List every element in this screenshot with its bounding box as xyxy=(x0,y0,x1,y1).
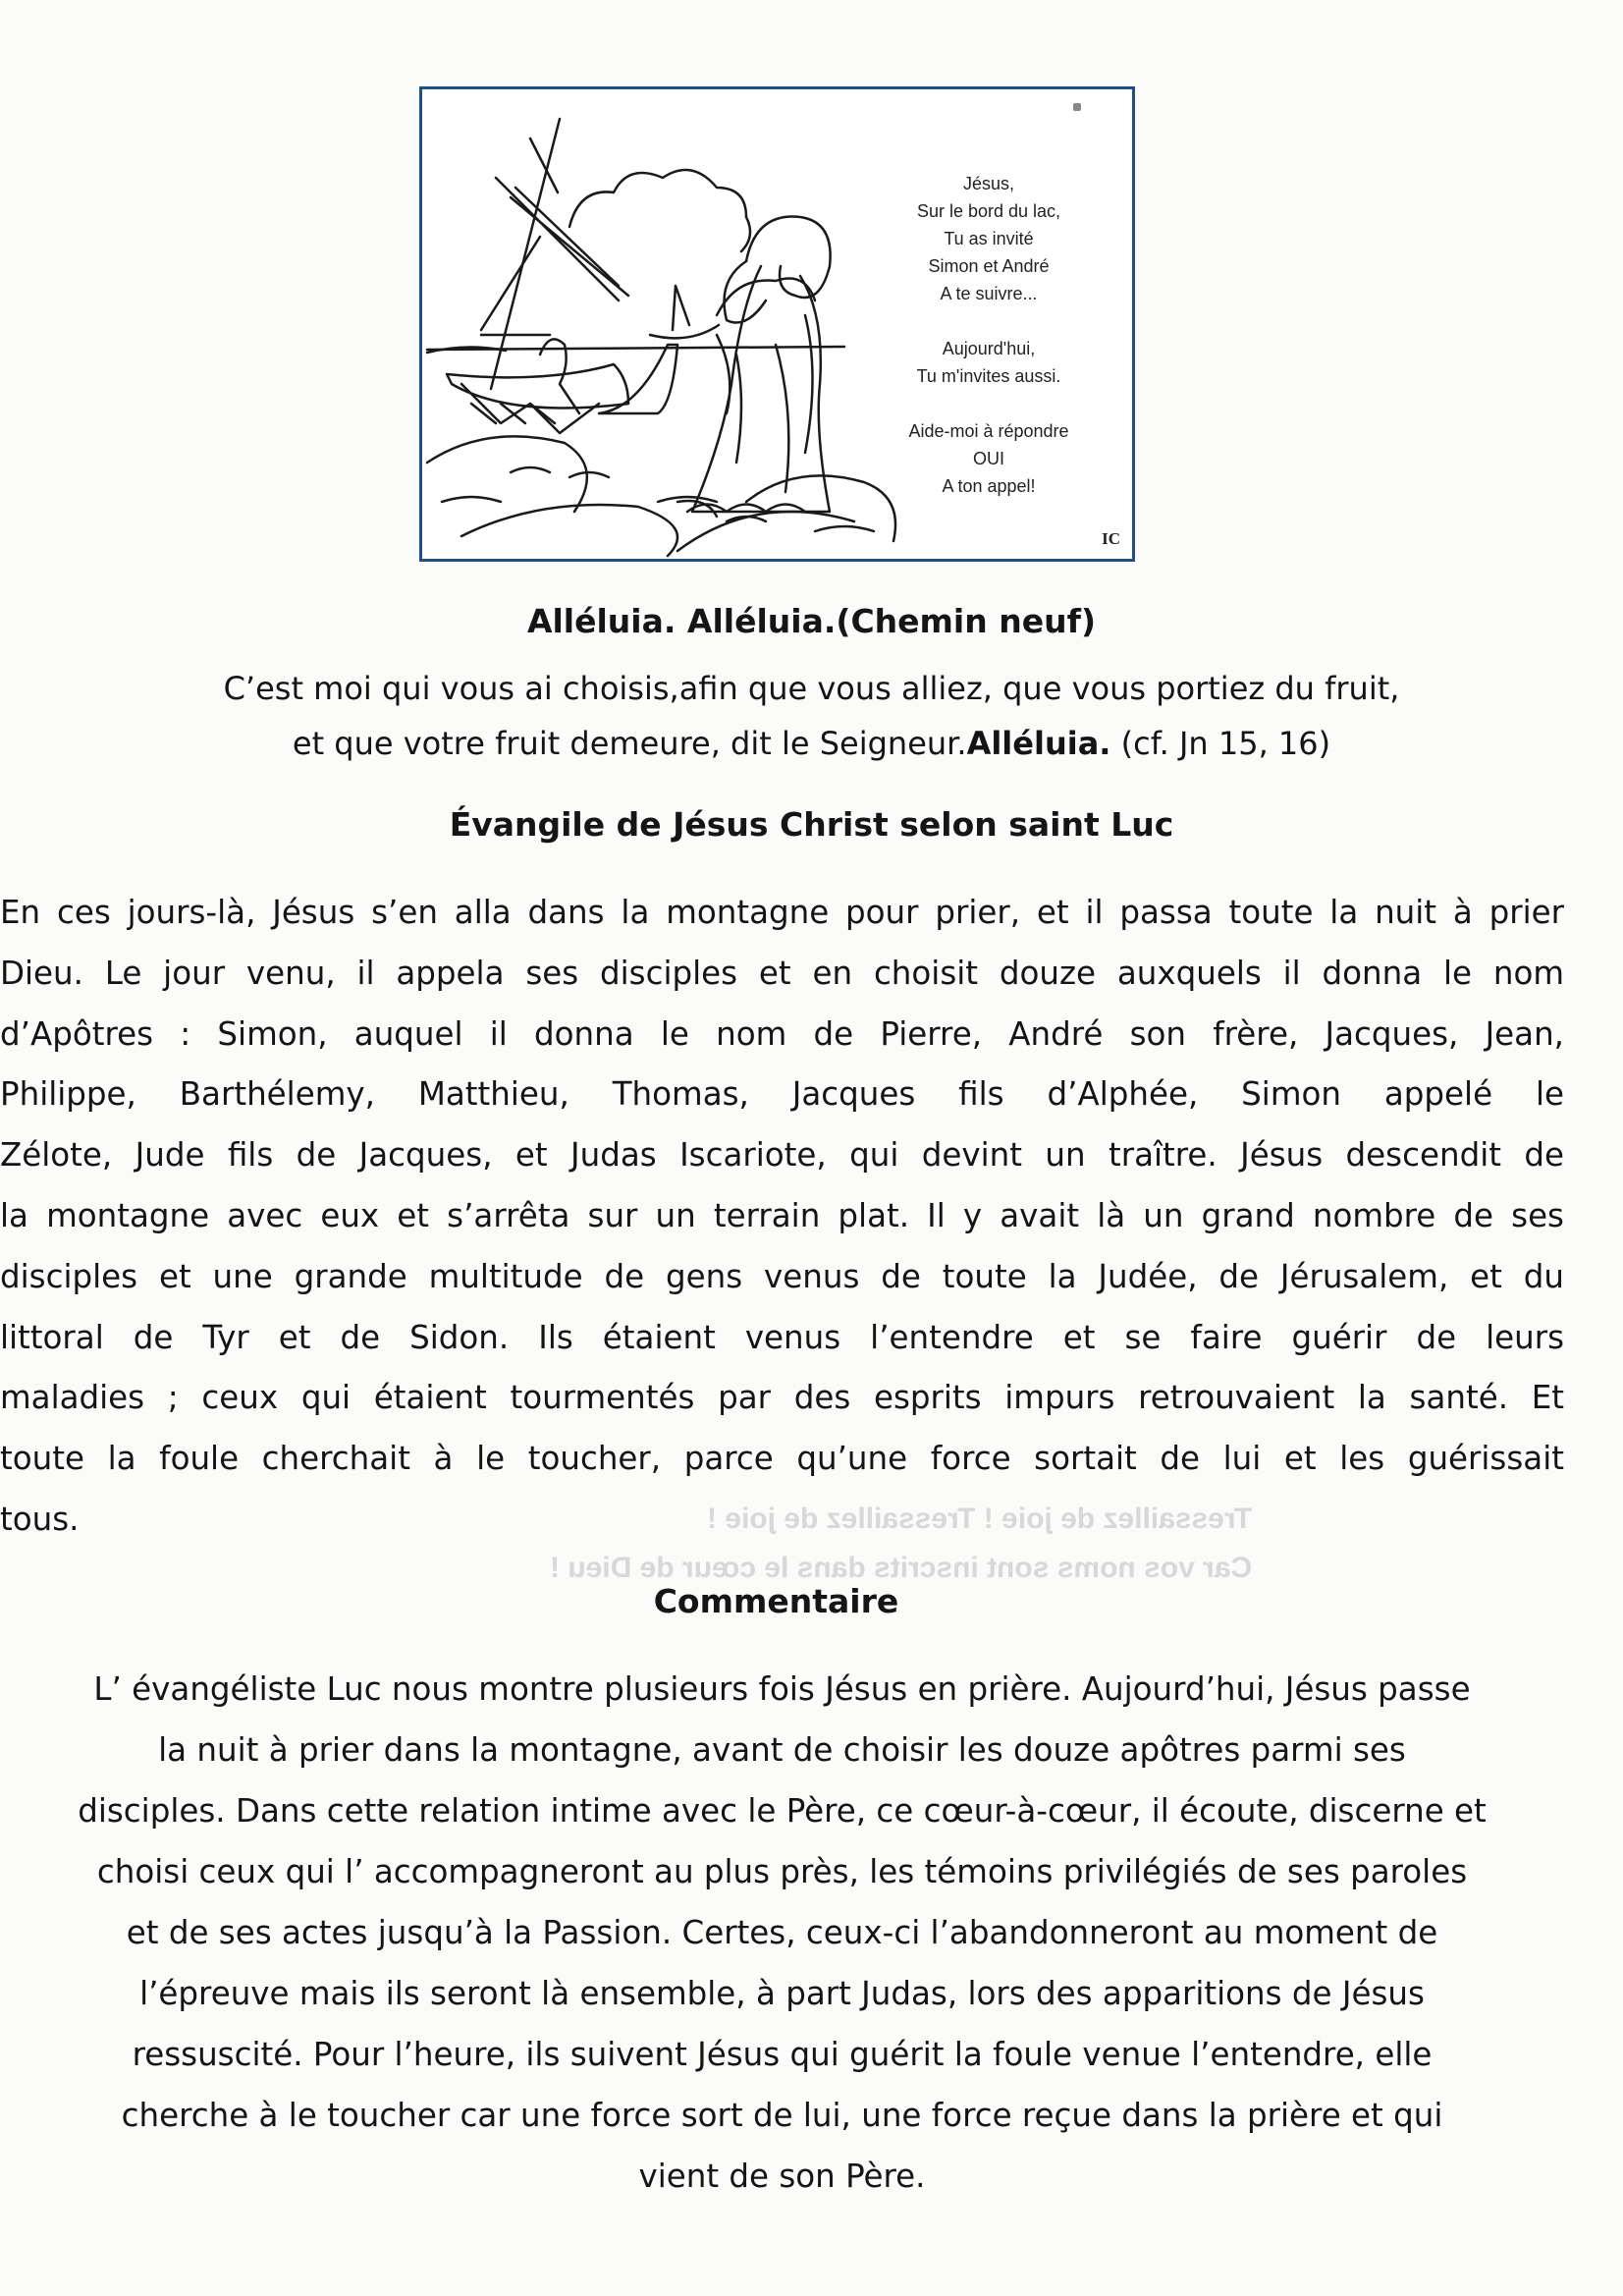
commentaire-line: L’ évangéliste Luc nous montre plusieurs fois Jésus en prière. Aujourd’hui, Jésus passe xyxy=(93,1670,1471,1708)
gospel-line: toute la foule cherchait à le toucher, parce qu’une force sortait de lui et les guérissait xyxy=(0,1440,1564,1478)
gospel-line: d’Apôtres : Simon, auquel il donna le nom de Pierre, André son frère, Jacques, Jean, xyxy=(0,1014,1564,1053)
show-through-text: Car vos noms sont inscrits dans le cœur de Dieu ! xyxy=(550,1552,1253,1584)
commentaire-line: et de ses actes jusqu’à la Passion. Certes, ceux-ci l’abandonneront au moment de xyxy=(126,1914,1438,1951)
commentaire-line: disciples. Dans cette relation intime avec le Père, ce cœur-à-cœur, il écoute, discerne et xyxy=(78,1792,1487,1830)
commentaire-title: Commentaire xyxy=(653,1582,899,1620)
commentaire-line: choisi ceux qui l’ accompagneront au plus près, les témoins privilégiés de ses paroles xyxy=(96,1853,1468,1890)
commentaire-line: l’épreuve mais ils seront là ensemble, à part Judas, lors des apparitions de Jésus xyxy=(139,1975,1425,2012)
illustration-poem xyxy=(876,170,1102,500)
commentaire-line: cherche à le toucher car une force sort de lui, une force reçue dans la prière et qui xyxy=(121,2097,1443,2134)
alleluia-line-1: C’est moi qui vous ai choisis,afin que vous alliez, que vous portiez du fruit, xyxy=(223,670,1400,707)
gospel-line: disciples et une grande multitude de gens venus de toute la Judée, de Jérusalem, et du xyxy=(0,1257,1564,1295)
poem-line: Tu m'invites aussi. xyxy=(916,366,1061,386)
poem-line: Jésus, xyxy=(962,174,1015,193)
gospel-text xyxy=(0,883,1564,1551)
gospel-line: Philippe, Barthélemy, Matthieu, Thomas, Jacques fils d’Alphée, Simon appelé le xyxy=(0,1075,1564,1114)
poem-line: Aujourd'hui, xyxy=(942,339,1036,358)
gospel-line: littoral de Tyr et de Sidon. Ils étaient venus l’entendre et se faire guérir de leurs xyxy=(0,1318,1564,1356)
alleluia-verse xyxy=(0,661,1623,771)
commentaire-line: vient de son Père. xyxy=(638,2158,926,2195)
commentaire-line: ressuscité. Pour l’heure, ils suivent Jésus qui guérit la foule venue l’entendre, elle xyxy=(132,2036,1433,2073)
gospel-line: Dieu. Le jour venu, il appela ses disciples et en choisit douze auxquels il donna le nom xyxy=(0,954,1564,992)
poem-line: Simon et André xyxy=(928,256,1050,276)
poem-line: OUI xyxy=(972,449,1004,468)
gospel-line: tous. xyxy=(0,1500,80,1538)
commentaire-line: la nuit à prier dans la montagne, avant de choisir les douze apôtres parmi ses xyxy=(158,1731,1406,1769)
illustration-signature: IC xyxy=(1102,529,1120,548)
gospel-line: maladies ; ceux qui étaient tourmentés par des esprits impurs retrouvaient la santé. Et xyxy=(0,1379,1564,1417)
gospel-line: Zélote, Jude fils de Jacques, et Judas Iscariote, qui devint un traître. Jésus descendit de xyxy=(0,1136,1564,1175)
print-speck xyxy=(1073,103,1081,111)
alleluia-line-2: et que votre fruit demeure, dit le Seigneur.Alléluia. (cf. Jn 15, 16) xyxy=(292,725,1331,762)
gospel-line: En ces jours-là, Jésus s’en alla dans la montagne pour prier, et il passa toute la nuit à prier xyxy=(0,894,1564,931)
poem-line: Sur le bord du lac, xyxy=(916,201,1061,221)
show-through-text: Tressaillez de joie ! Tressaillez de joie ! xyxy=(707,1503,1253,1535)
illustration-frame xyxy=(419,86,1135,562)
poem-line: A ton appel! xyxy=(942,476,1036,496)
poem-line: Aide-moi à répondre xyxy=(908,421,1069,441)
gospel-line: la montagne avec eux et s’arrêta sur un terrain plat. Il y avait là un grand nombre de ses xyxy=(0,1196,1564,1234)
poem-line: A te suivre... xyxy=(940,284,1038,303)
alleluia-title: Alléluia. Alléluia.(Chemin neuf) xyxy=(526,602,1097,640)
commentaire-text xyxy=(0,1659,1564,2207)
gospel-title: Évangile de Jésus Christ selon saint Luc xyxy=(449,805,1174,844)
poem-line: Tu as invité xyxy=(944,229,1034,248)
